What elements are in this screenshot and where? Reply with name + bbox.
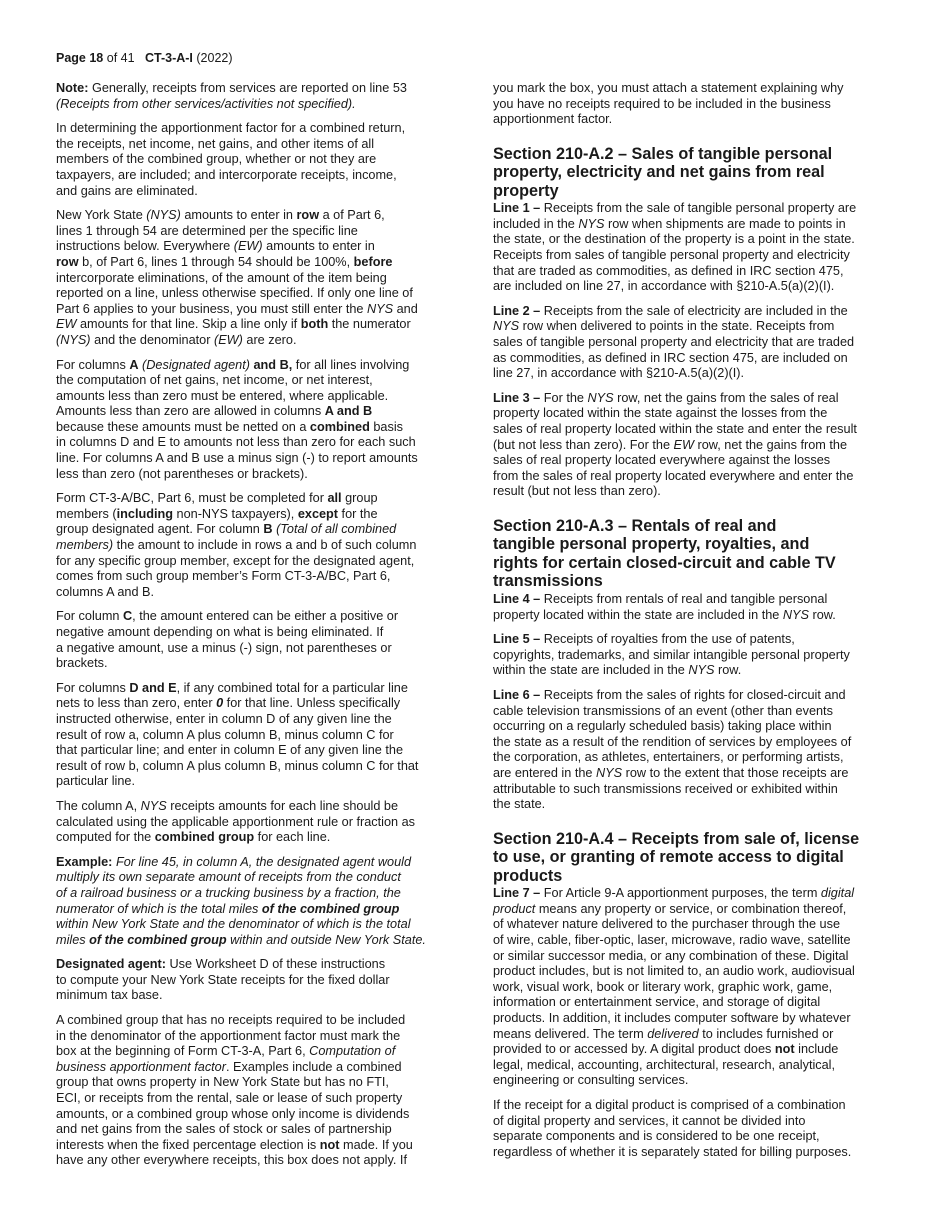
text-line: are entered in the NYS row to the extent that those receipts are xyxy=(493,765,849,780)
text-line: Line 6 – Receipts from the sales of rights for closed-circuit and xyxy=(493,687,846,702)
text-line: Note: Generally, receipts from services are reported on line 53 xyxy=(56,81,407,95)
text-line: property xyxy=(493,181,559,200)
text-line: and gains are eliminated. xyxy=(56,183,198,198)
text-line: Form CT-3-A/BC, Part 6, must be completed for all group xyxy=(56,491,378,506)
text-line: the state. xyxy=(493,797,546,812)
text-line: group that owns property in New York State but has no FTI, xyxy=(56,1075,389,1090)
text-line: row b, of Part 6, lines 1 through 54 should be 100%, before xyxy=(56,254,393,269)
text-line: amounts less than zero must be entered, where applicable. xyxy=(56,388,389,403)
text-line: to compute your New York State receipts for the fixed dollar xyxy=(56,972,390,987)
section-heading xyxy=(493,830,898,886)
paragraph xyxy=(493,391,898,500)
text-line: Section 210-A.2 – Sales of tangible personal xyxy=(493,144,833,163)
section-heading xyxy=(493,145,898,201)
text-line: members of the combined group, whether or not they are xyxy=(56,152,377,167)
paragraph xyxy=(56,208,461,348)
text-line: business apportionment factor. Examples include a combined xyxy=(56,1059,402,1074)
text-line: cable television transmissions of an event (other than events xyxy=(493,703,833,718)
page-number: Page 18 xyxy=(56,51,104,65)
text-line: brackets. xyxy=(56,656,108,671)
text-line: Line 7 – For Article 9-A apportionment purposes, the term digital xyxy=(493,886,855,901)
text-line: means delivered. The term delivered to includes furnished or xyxy=(493,1026,834,1041)
paragraph xyxy=(493,1098,898,1160)
text-line: negative amount depending on what is being eliminated. If xyxy=(56,625,384,639)
text-line: within New York State and the denominator of which is the total xyxy=(56,917,411,932)
text-line: minimum tax base. xyxy=(56,988,163,1003)
section-heading xyxy=(493,517,898,591)
text-line: (NYS) and the denominator (EW) are zero. xyxy=(56,332,297,347)
text-line: the receipts, net income, net gains, and other items of all xyxy=(56,136,375,151)
text-line: instructed otherwise, enter in column D of any given line the xyxy=(56,711,392,726)
text-line: separate components and is considered to be one receipt, xyxy=(493,1129,820,1144)
text-line: particular line. xyxy=(56,774,135,789)
text-line: within the state are included in the NYS row. xyxy=(493,663,742,678)
text-line: you have no receipts required to be included in the business xyxy=(493,96,831,111)
text-line: members (including non-NYS taxpayers), except for the xyxy=(56,506,378,521)
text-line: result (but not less than zero). xyxy=(493,484,661,499)
text-line: have any other everywhere receipts, this box does not apply. If xyxy=(56,1153,407,1168)
page-header xyxy=(56,49,233,67)
text-line: provided to or accessed by. A digital product does not include xyxy=(493,1042,839,1057)
text-line: because these amounts must be netted on a combined basis xyxy=(56,419,403,434)
text-line: engineering or consulting services. xyxy=(493,1073,689,1088)
text-line: taxpayers, are included; and intercorporate receipts, income, xyxy=(56,167,397,182)
text-line: that are traded as commodities, as defined in IRC section 475, xyxy=(493,263,844,278)
text-line: For column C, the amount entered can be either a positive or xyxy=(56,609,399,624)
text-line: line 27, in accordance with §210-A.5(a)(2)(I). xyxy=(493,366,745,381)
paragraph xyxy=(56,358,461,483)
text-line: Designated agent: Use Worksheet D of these instructions xyxy=(56,957,386,972)
text-line: group designated agent. For column B (Total of all combined xyxy=(56,522,397,537)
text-line: The column A, NYS receipts amounts for each line should be xyxy=(56,798,399,813)
form-id: CT-3-A-I xyxy=(144,51,193,65)
text-line: in columns D and E to amounts not less than zero for each such xyxy=(56,435,416,450)
text-line: ECI, or receipts from the rental, sale or lease of such property xyxy=(56,1091,403,1106)
text-line: miles of the combined group within and outside New York State. xyxy=(56,932,426,947)
text-line: apportionment factor. xyxy=(493,112,613,127)
text-line: are included on line 27, in accordance with §210-A.5(a)(2)(I). xyxy=(493,279,835,294)
text-line: Line 1 – Receipts from the sale of tangible personal property are xyxy=(493,201,857,216)
text-line: and net gains from the sales of stock or sales of partnership xyxy=(56,1122,392,1137)
text-line: Line 5 – Receipts of royalties from the use of patents, xyxy=(493,632,795,647)
text-line: of a railroad business or a trucking business by a fraction, the xyxy=(56,885,401,900)
text-line: comes from such group member’s Form CT-3-A/BC, Part 6, xyxy=(56,569,391,584)
form-year: (2022) xyxy=(196,51,233,65)
paragraph xyxy=(493,632,898,679)
text-line: intercorporate eliminations, of the amount of the item being xyxy=(56,270,387,285)
text-line: attributable to such transmissions received or exhibited within xyxy=(493,781,838,796)
paragraph xyxy=(56,957,461,1004)
text-line: the state, or the destination of the property is a point in the state. xyxy=(493,232,855,247)
text-line: for any specific group member, except for the designated agent, xyxy=(56,553,415,568)
text-line: For columns A (Designated agent) and B, for all lines involving xyxy=(56,357,410,372)
right-column xyxy=(493,81,898,1169)
text-line: If the receipt for a digital product is comprised of a combination xyxy=(493,1097,846,1112)
text-line: columns A and B. xyxy=(56,584,155,599)
text-line: computed for the combined group for each line. xyxy=(56,830,331,845)
text-line: box at the beginning of Form CT-3-A, Part 6, Computation of xyxy=(56,1044,396,1059)
text-line: result of row a, column A plus column B, minus column C for xyxy=(56,727,394,742)
paragraph xyxy=(56,121,461,199)
paragraph xyxy=(56,609,461,671)
paragraph xyxy=(56,1013,461,1169)
paragraph xyxy=(56,81,461,112)
text-line: nets to less than zero, enter 0 for that line. Unless specifically xyxy=(56,696,401,711)
text-line: Receipts from sales of tangible personal property and electricity xyxy=(493,248,850,263)
text-line: Line 3 – For the NYS row, net the gains from the sales of real xyxy=(493,390,839,405)
text-line: the corporation, as athletes, entertainers, or performing artists, xyxy=(493,750,844,765)
text-line: transmissions xyxy=(493,572,603,591)
paragraph xyxy=(493,201,898,295)
text-line: (Receipts from other services/activities not specified). xyxy=(56,96,356,111)
text-line: tangible personal property, royalties, and xyxy=(493,535,810,554)
text-line: to use, or granting of remote access to digital xyxy=(493,848,844,867)
text-line: information or entertainment service, and storage of digital xyxy=(493,995,821,1010)
text-line: copyrights, trademarks, and similar intangible personal property xyxy=(493,647,850,662)
text-line: the computation of net gains, net income, or net interest, xyxy=(56,373,373,388)
paragraph xyxy=(493,304,898,382)
text-line: legal, medical, accounting, architectural, research, analytical, xyxy=(493,1057,836,1072)
text-line: property, electricity and net gains from real xyxy=(493,163,825,182)
paragraph xyxy=(493,688,898,813)
text-line: (but not less than zero). For the EW row, net the gains from the xyxy=(493,437,848,452)
text-line: multiply its own separate amount of receipts from the conduct xyxy=(56,870,401,885)
text-line: products. In addition, it includes computer software by whatever xyxy=(493,1010,851,1025)
text-line: that particular line; and enter in column E of any given line the xyxy=(56,743,403,758)
text-line: the state as a result of the rendition of services by employees of xyxy=(493,734,852,749)
text-line: Section 210-A.3 – Rentals of real and xyxy=(493,516,777,535)
text-line: of digital property and services, it cannot be divided into xyxy=(493,1113,806,1128)
text-line: Amounts less than zero are allowed in columns A and B xyxy=(56,404,373,419)
paragraph xyxy=(56,799,461,846)
text-line: sales of real property located within the state and enter the result xyxy=(493,422,857,436)
text-line: included in the NYS row when shipments are made to points in xyxy=(493,216,846,231)
text-line: less than zero (not parentheses or brackets). xyxy=(56,466,308,481)
text-line: property located within the state are included in the NYS row. xyxy=(493,607,836,622)
text-line: lines 1 through 54 are determined per the specific line xyxy=(56,223,358,238)
text-line: you mark the box, you must attach a statement explaining why xyxy=(493,81,844,95)
paragraph xyxy=(493,592,898,623)
text-line: Section 210-A.4 – Receipts from sale of, license xyxy=(493,829,860,848)
left-column xyxy=(56,81,461,1178)
paragraph xyxy=(56,855,461,949)
text-line: Part 6 applies to your business, you must still enter the NYS and xyxy=(56,301,418,316)
text-line: rights for certain closed-circuit and cable TV xyxy=(493,553,836,572)
text-line: regardless of whether it is separately stated for billing purposes. xyxy=(493,1144,852,1159)
paragraph xyxy=(56,681,461,790)
text-line: sales of real property located everywhere against the losses xyxy=(493,453,831,468)
text-line: numerator of which is the total miles of the combined group xyxy=(56,901,400,916)
text-line: For columns D and E, if any combined total for a particular line xyxy=(56,680,408,695)
text-line: or similar successor media, or any combination of these. Digital xyxy=(493,948,849,963)
text-line: New York State (NYS) amounts to enter in row a of Part 6, xyxy=(56,208,385,223)
text-line: Example: For line 45, in column A, the designated agent would xyxy=(56,854,412,869)
text-line: a negative amount, use a minus (-) sign, not parentheses or xyxy=(56,640,392,655)
text-line: product means any property or service, or combination thereof, xyxy=(493,901,847,916)
text-line: In determining the apportionment factor for a combined return, xyxy=(56,121,406,136)
text-line: in the denominator of the apportionment factor must mark the xyxy=(56,1028,401,1043)
text-line: products xyxy=(493,866,563,885)
text-line: Line 4 – Receipts from rentals of real and tangible personal xyxy=(493,591,828,606)
text-line: instructions below. Everywhere (EW) amounts to enter in xyxy=(56,239,375,254)
text-line: calculated using the applicable apportionment rule or fraction as xyxy=(56,814,415,829)
text-line: sales of tangible personal property and electricity that are traded xyxy=(493,335,855,350)
text-line: NYS row when delivered to points in the state. Receipts from xyxy=(493,319,835,334)
text-line: occurring on a regularly scheduled basis) taking place within xyxy=(493,719,832,734)
text-line: EW amounts for that line. Skip a line only if both the numerator xyxy=(56,317,411,332)
paragraph xyxy=(493,81,898,128)
text-line: from the sales of real property located everywhere and enter the xyxy=(493,468,854,483)
text-line: of wire, cable, fiber-optic, laser, microwave, radio wave, satellite xyxy=(493,932,851,947)
text-line: of whatever nature delivered to the purchaser through the use xyxy=(493,917,841,932)
text-line: amounts, or a combined group whose only income is dividends xyxy=(56,1106,410,1121)
text-line: product includes, but is not limited to, an audio work, audiovisual xyxy=(493,964,855,979)
text-line: interests when the fixed percentage election is not made. If you xyxy=(56,1137,413,1152)
text-line: A combined group that has no receipts required to be included xyxy=(56,1013,406,1028)
text-line: members) the amount to include in rows a and b of such column xyxy=(56,538,417,553)
text-line: result of row b, column A plus column B, minus column C for that xyxy=(56,758,419,773)
paragraph xyxy=(493,886,898,1089)
text-line: reported on a line, unless otherwise specified. If only one line of xyxy=(56,286,413,301)
text-line: property located within the state against the losses from the xyxy=(493,406,828,421)
text-line: as commodities, as defined in IRC section 475, are included on xyxy=(493,350,848,365)
text-line: work, visual work, book or literary work, graphic work, game, xyxy=(493,979,833,994)
text-line: Line 2 – Receipts from the sale of electricity are included in the xyxy=(493,303,848,318)
text-line: line. For columns A and B use a minus sign (-) to report amounts xyxy=(56,451,418,466)
paragraph xyxy=(56,491,461,600)
page-total: of 41 xyxy=(106,51,135,65)
